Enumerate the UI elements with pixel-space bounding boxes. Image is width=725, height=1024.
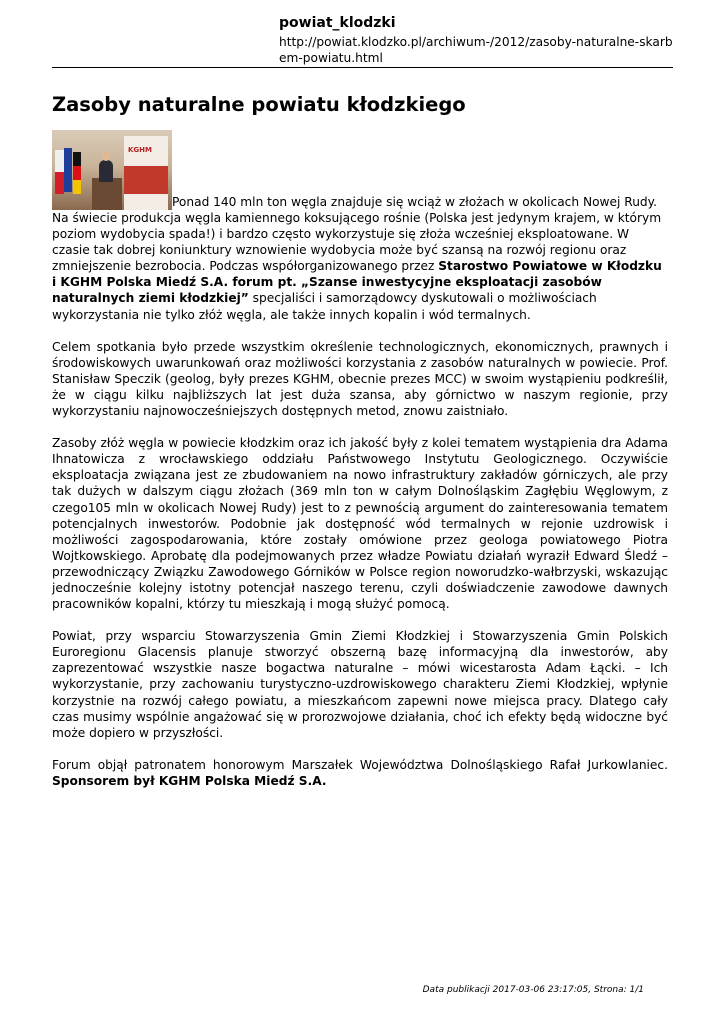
publication-footer: Data publikacji 2017-03-06 23:17:05, Strona: 1/1 (422, 985, 644, 995)
german-flag-icon (73, 152, 81, 166)
paragraph-3: Zasoby złóż węgla w powiecie kłodzkim oraz ich jakość były z kolei tematem wystąpienia dra Adama Ihnatowicza z wrocławskiego oddziału Państwowego Instytutu Geologicznego. Oczywiście eksploatacja związana jest ze zbudowaniem na nowo infrastruktury zakładów górniczych, ale przy tak dużych w dalszym ciągu złożach (369 mln ton w całym Dolnośląskim Zagłębiu Węglowym, z czego105 mln w okolicach Nowej Rudy) jest to z pewnością argument do zainteresowania tematem potencjalnych inwestorów. Podobnie jak dostępność wód termalnych w rejonie uzdrowisk i możliwości zagospodarowania, które zostały omówione przez geologa powiatowego Piotra Wojtkowskiego. Aprobatę dla podejmowanych przez władze Powiatu działań wyraził Edward Śledź – przewodniczący Związku Zawodowego Górników w Polsce region noworudzko-wałbrzyski, wskazując jednocześnie kolejny istotny potencjał naszego terenu, czyli doświadczenie zawodowe dawnych pracowników kopalni, którzy tu mieszkają i mogą służyć pomocą. (52, 436, 668, 612)
paragraph-1 (52, 130, 668, 323)
paragraph-4: Powiat, przy wsparciu Stowarzyszenia Gmin Ziemi Kłodzkiej i Stowarzyszenia Gmin Polskich Euroregionu Glacensis planuje stworzyć obszerną bazę informacyjną dla inwestorów, aby zaprezentować wszystkie nasze bogactwa naturalne – mówi wicestarosta Adam Łącki. – Ich wykorzystanie, przy zachowaniu turystyczno-uzdrowiskowego charakteru Ziemi Kłodzkiej, wpłynie korzystnie na rozwój całego powiatu, a mieszkańcom zapewni nowe miejsca pracy. Dlatego cały czas musimy wspólnie angażować się w prorozwojowe działania, choć ich efekty będą widoczne być może dopiero w przyszłości. (52, 629, 668, 740)
paragraph-2: Celem spotkania było przede wszystkim określenie technologicznych, ekonomicznych, prawnych i środowiskowych uwarunkowań oraz możliwości korzystania z zasobów naturalnych w powiecie. Prof. Stanisław Speczik (geolog, były prezes KGHM, obecnie prezes MCC) w swoim wystąpieniu podkreślił, że w ciągu kilku najbliższych lat jest duża szansa, aby górnictwo w naszym regionie, przy wykorzystaniu najnowocześniejszych dostępnych metod, znowu zaistniało. (52, 339, 668, 419)
banner-logo: KGHM (128, 146, 152, 154)
article-body (52, 130, 668, 805)
document-header (279, 14, 679, 66)
german-flag-red-icon (73, 166, 81, 180)
site-name: powiat_klodzki (279, 15, 396, 31)
header-divider (52, 67, 673, 68)
banner-band (124, 166, 168, 194)
polish-flag-red-icon (55, 172, 64, 194)
polish-flag-icon (55, 150, 64, 172)
sponsor-text: Sponsorem był KGHM Polska Miedź S.A. (52, 773, 327, 788)
german-flag-gold-icon (73, 180, 81, 194)
speaker-icon (99, 160, 113, 182)
source-url[interactable]: http://powiat.klodzko.pl/archiwum-/2012/zasoby-naturalne-skarbem-powiatu.html (279, 35, 673, 65)
eu-flag-icon (64, 148, 72, 192)
forum-name: Starostwo Powiatowe w Kłodzku i KGHM Polska Miedź S.A. forum pt. „Szanse inwestycyjne eksploatacji zasobów naturalnych ziemi kłodzkiej” (52, 259, 662, 306)
paragraph-1-text: Ponad 140 mln ton węgla znajduje się wciąż w złożach w okolicach Nowej Rudy. Na świecie produkcja węgla kamiennego koksującego rośnie (Polska jest jedynym krajem, w którym poziom wydobycia spada!) i bardzo często wykorzystuje się złoża wcześniej eksploatowane. W czasie tak dobrej koniunktury wznowienie wydobycia może być szansą na rozwój regionu oraz zmniejszenie bezrobocia. Podczas współorganizowanego przez (52, 194, 662, 274)
podium-icon (92, 178, 122, 210)
forum-photo (52, 130, 172, 210)
speaker-head-icon (102, 152, 110, 161)
sponsor-banner (124, 136, 168, 210)
patronage-text: Forum objął patronatem honorowym Marszałek Województwa Dolnośląskiego Rafał Jurkowlaniec. (52, 757, 668, 772)
article-title: Zasoby naturalne powiatu kłodzkiego (52, 93, 466, 116)
paragraph-1-tail: specjaliści i samorządowcy dyskutowali o możliwościach wykorzystania nie tylko złóż węgla, ale także innych kopalin i wód termalnych. (52, 291, 597, 322)
paragraph-5 (52, 757, 668, 789)
